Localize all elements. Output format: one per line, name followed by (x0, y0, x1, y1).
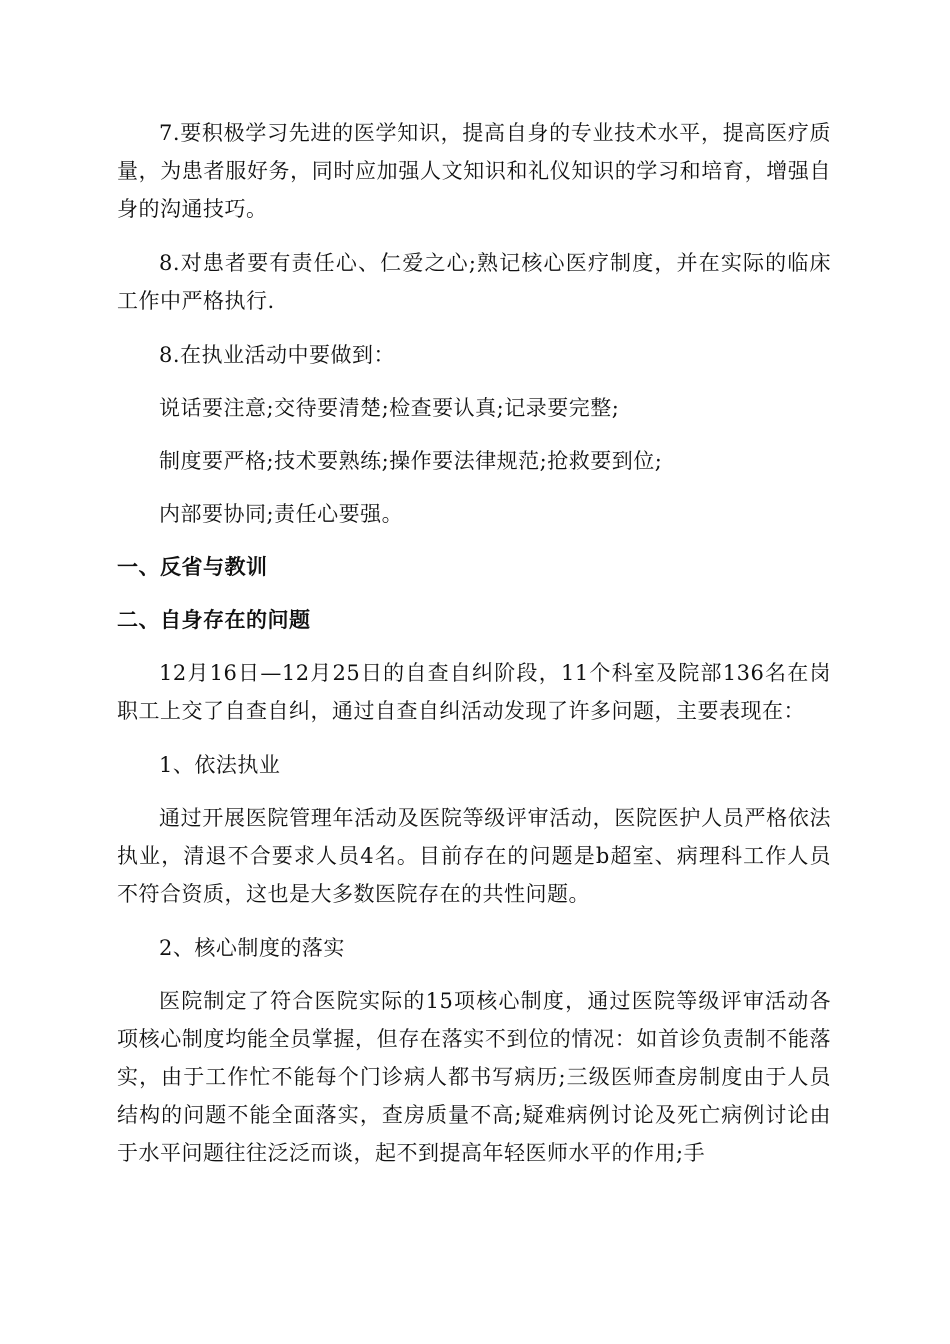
section-heading-reflection: 一、反省与教训 (117, 555, 268, 579)
paragraph-8-practice: 8.在执业活动中要做到： (159, 343, 396, 367)
subheading-core-systems: 2、核心制度的落实 (159, 936, 345, 960)
paragraph-rules-line-2: 制度要严格;技术要熟练;操作要法律规范;抢救要到位; (159, 449, 663, 473)
paragraph-core-systems: 医院制定了符合医院实际的15项核心制度，通过医院等级评审活动各项核心制度均能全员掌握，但存在落实不到位的情况：如首诊负责制不能落实，由于工作忙不能每个门诊病人都书写病历;三级医师查房制度由于人员结构的问题不能全面落实，查房质量不高;疑难病例讨论及死亡病例讨论由于水平问题往往泛泛而谈，起不到提高年轻医师水平的作用;手 (117, 989, 831, 1165)
paragraph-8-responsibility: 8.对患者要有责任心、仁爱之心;熟记核心医疗制度，并在实际的临床工作中严格执行. (117, 251, 831, 313)
document-body (117, 114, 831, 1188)
section-heading-problems: 二、自身存在的问题 (117, 608, 311, 632)
paragraph-self-inspection: 12月16日—12月25日的自查自纠阶段，11个科室及院部136名在岗职工上交了自查自纠，通过自查自纠活动发现了许多问题，主要表现在： (117, 661, 831, 723)
paragraph-7-study: 7.要积极学习先进的医学知识，提高自身的专业技术水平，提高医疗质量，为患者服好务，同时应加强人文知识和礼仪知识的学习和培育，增强自身的沟通技巧。 (117, 121, 831, 221)
paragraph-rules-line-3: 内部要协同;责任心要强。 (159, 502, 404, 526)
paragraph-legal-practice: 通过开展医院管理年活动及医院等级评审活动，医院医护人员严格依法执业，清退不合要求人员4名。目前存在的问题是b超室、病理科工作人员不符合资质，这也是大多数医院存在的共性问题。 (117, 806, 831, 906)
subheading-legal-practice: 1、依法执业 (159, 753, 281, 777)
paragraph-rules-line-1: 说话要注意;交待要清楚;检查要认真;记录要完整; (159, 396, 620, 420)
